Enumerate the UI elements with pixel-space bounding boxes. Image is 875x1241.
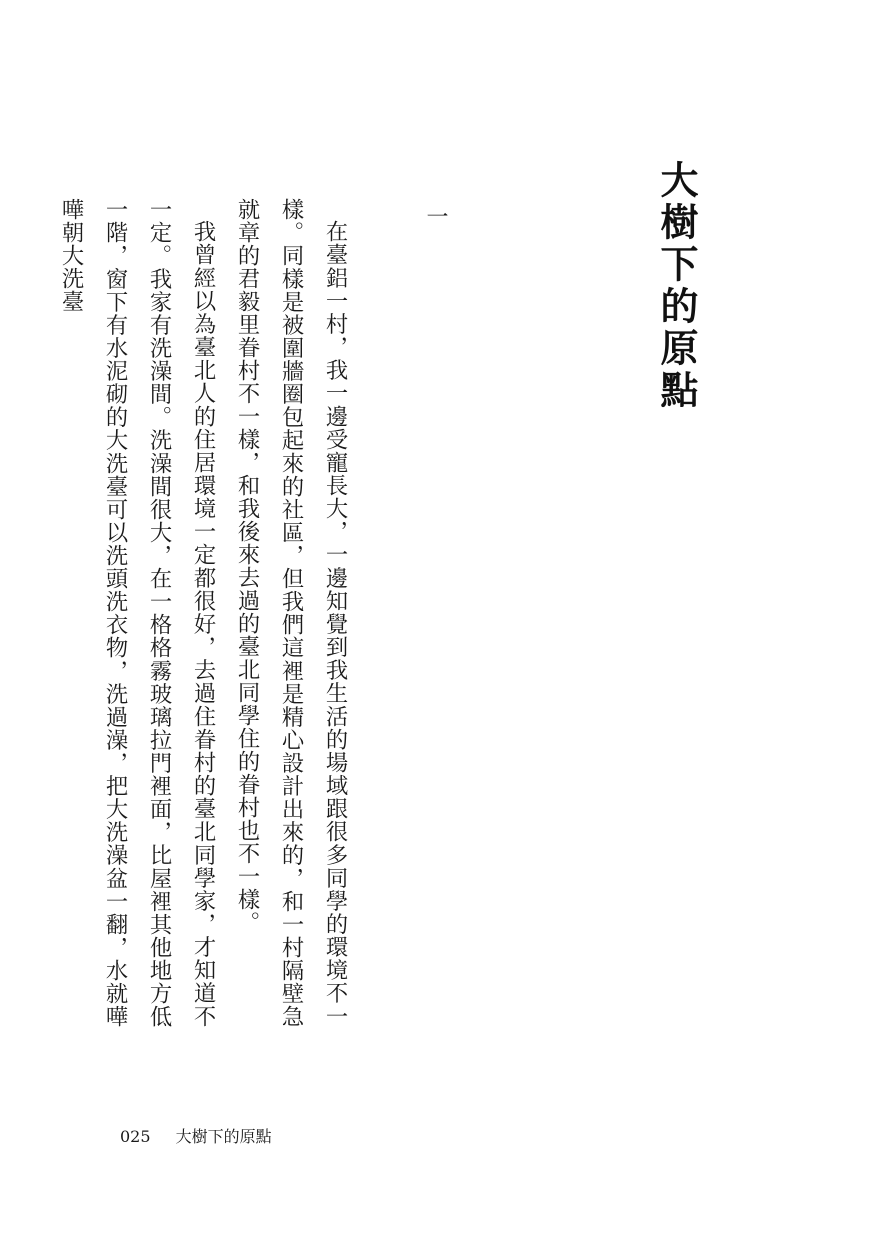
running-title: 大樹下的原點 xyxy=(175,1127,272,1146)
body-text xyxy=(49,198,357,1028)
page-footer xyxy=(120,1124,272,1147)
section-number: 一 xyxy=(423,205,448,227)
paragraph: 在臺鋁一村，我一邊受寵長大，一邊知覺到我生活的場域跟很多同學的環境不一樣。同樣是被圍牆圈包起來的社區，但我們這裡是精心設計出來的，和一村隔壁急就章的君毅里眷村不一樣，和我後來去過的臺北同學住的眷村也不一樣。 xyxy=(234,198,348,1028)
page-number: 025 xyxy=(120,1127,151,1146)
chapter-title: 大樹下的原點 xyxy=(654,160,698,412)
paragraph: 我曾經以為臺北人的住居環境一定都很好，去過住眷村的臺北同學家，才知道不一定。我家有洗澡間。洗澡間很大，在一格格霧玻璃拉門裡面，比屋裡其他地方低一階，窗下有水泥砌的大洗臺可以洗頭洗衣物，洗過澡，把大洗澡盆一翻，水就嘩嘩朝大洗臺 xyxy=(58,198,216,1028)
